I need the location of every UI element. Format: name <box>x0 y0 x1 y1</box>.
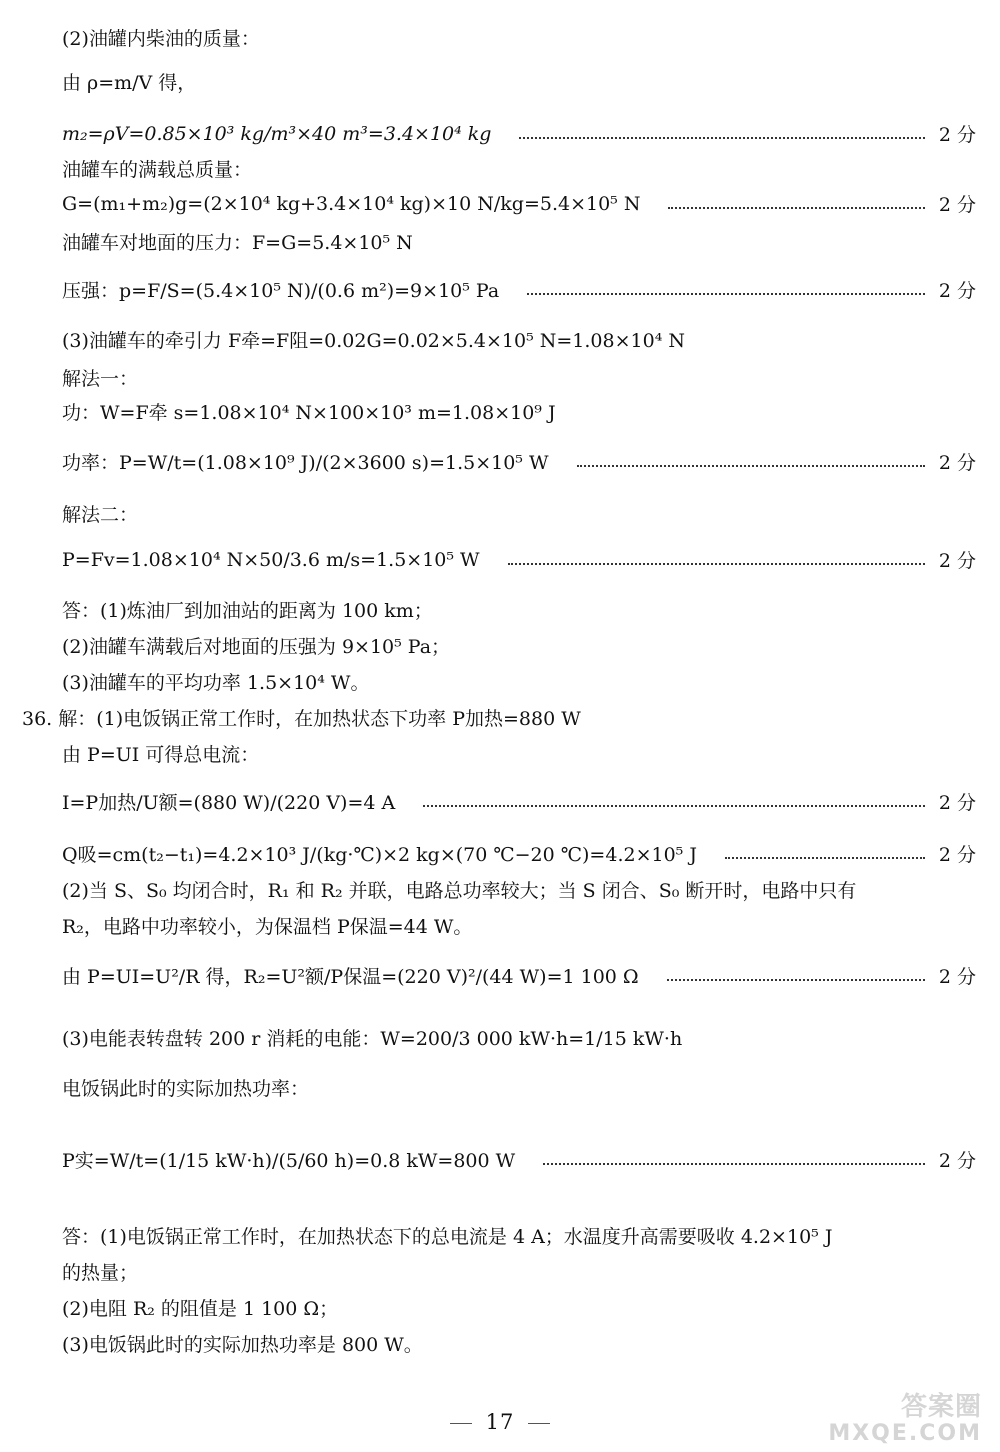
line-final-answer-1-cont: 的热量； <box>62 1262 139 1284</box>
dot-leader <box>508 563 925 565</box>
score-points: 2 分 <box>938 966 976 988</box>
line-resistance-calc: 由 P=UI=U²/R 得，R₂=U²额/P保温=(220 V)²/(44 W)=1 100 Ω 2 分 <box>62 962 976 989</box>
dot-leader <box>667 979 925 981</box>
score-points: 2 分 <box>938 124 976 146</box>
page-number-dash-left <box>450 1423 472 1424</box>
line-actual-power-calc: P实=W/t=(1/15 kW·h)/(5/60 h)=0.8 kW=800 W 2 分 <box>62 1146 976 1173</box>
dot-leader <box>725 857 925 859</box>
line-final-answer-1: 答：(1)电饭锅正常工作时，在加热状态下的总电流是 4 A；水温度升高需要吸收 4.2×10⁵ J <box>62 1226 833 1248</box>
line-q36-start: 36. 解：(1)电饭锅正常工作时，在加热状态下功率 P加热=880 W <box>22 708 581 730</box>
line-energy-calc: (3)电能表转盘转 200 r 消耗的电能：W=200/3 000 kW·h=1/15 kW·h <box>62 1028 683 1050</box>
score-points: 2 分 <box>938 1150 976 1172</box>
line-oil-mass-calc: m₂=ρV=0.85×10³ kg/m³×40 m³=3.4×10⁴ kg 2 分 <box>62 120 976 147</box>
line-power-calc-1: 功率：P=W/t=(1.08×10⁹ J)/(2×3600 s)=1.5×10⁵ W 2 分 <box>62 448 976 475</box>
dot-leader <box>577 465 925 467</box>
score-points: 2 分 <box>938 280 976 302</box>
dot-leader <box>423 805 925 807</box>
dot-leader <box>668 207 924 209</box>
page-number: 17 <box>0 1410 1000 1434</box>
line-work-calc: 功：W=F牵 s=1.08×10⁴ N×100×10³ m=1.08×10⁹ J <box>62 402 556 424</box>
dot-leader <box>543 1163 925 1165</box>
score-points: 2 分 <box>938 452 976 474</box>
site-watermark <box>822 1392 982 1450</box>
line-gravity-calc: G=(m₁+m₂)g=(2×10⁴ kg+3.4×10⁴ kg)×10 N/kg=5.4×10⁵ N 2 分 <box>62 190 976 217</box>
line-method-two: 解法二： <box>62 504 139 526</box>
score-points: 2 分 <box>938 194 976 216</box>
score-points: 2 分 <box>938 792 976 814</box>
line-circuit-analysis-2: R₂，电路中功率较小，为保温档 P保温=44 W。 <box>62 916 473 938</box>
line-current-heading: 由 P=UI 可得总电流： <box>62 744 260 766</box>
line-final-answer-3: (3)电饭锅此时的实际加热功率是 800 W。 <box>62 1334 423 1356</box>
line-answer-1: 答：(1)炼油厂到加油站的距离为 100 km； <box>62 600 433 622</box>
line-method-one: 解法一： <box>62 368 139 390</box>
dot-leader <box>519 137 924 139</box>
line-traction-force: (3)油罐车的牵引力 F牵=F阻=0.02G=0.02×5.4×10⁵ N=1.08×10⁴ N <box>62 330 685 352</box>
line-density-formula: 由 ρ=m/V 得， <box>62 72 197 94</box>
line-total-mass-heading: 油罐车的满载总质量： <box>62 159 253 181</box>
line-pressure-force: 油罐车对地面的压力：F=G=5.4×10⁵ N <box>62 232 413 254</box>
line-circuit-analysis-1: (2)当 S、S₀ 均闭合时，R₁ 和 R₂ 并联，电路总功率较大；当 S 闭合、S₀ 断开时，电路中只有 <box>62 880 857 902</box>
line-current-calc: I=P加热/U额=(880 W)/(220 V)=4 A 2 分 <box>62 788 976 815</box>
line-answer-3: (3)油罐车的平均功率 1.5×10⁴ W。 <box>62 672 370 694</box>
score-points: 2 分 <box>938 550 976 572</box>
watermark-site: MXQE.COM <box>828 1421 982 1446</box>
dot-leader <box>527 293 925 295</box>
line-power-calc-2: P=Fv=1.08×10⁴ N×50/3.6 m/s=1.5×10⁵ W 2 分 <box>62 546 976 573</box>
line-heat-calc: Q吸=cm(t₂−t₁)=4.2×10³ J/(kg·℃)×2 kg×(70 ℃−20 ℃)=4.2×10⁵ J 2 分 <box>62 840 976 867</box>
page-number-dash-right <box>528 1423 550 1424</box>
line-actual-power-heading: 电饭锅此时的实际加热功率： <box>62 1078 310 1100</box>
line-pressure-calc: 压强：p=F/S=(5.4×10⁵ N)/(0.6 m²)=9×10⁵ Pa 2 分 <box>62 276 976 303</box>
score-points: 2 分 <box>938 844 976 866</box>
line-answer-2: (2)油罐车满载后对地面的压强为 9×10⁵ Pa； <box>62 636 451 658</box>
line-final-answer-2: (2)电阻 R₂ 的阻值是 1 100 Ω； <box>62 1298 339 1320</box>
watermark-logo: 答案圈 <box>900 1392 982 1422</box>
line-oil-mass-heading: (2)油罐内柴油的质量： <box>62 28 260 50</box>
